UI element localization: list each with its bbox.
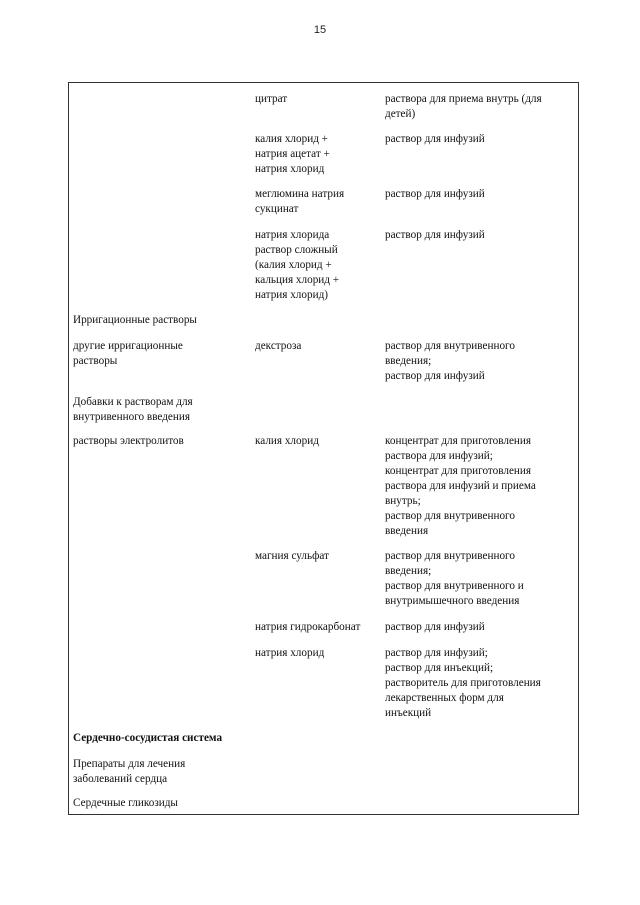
- dosage-form-cell: раствор для инфузий: [385, 133, 485, 145]
- substance-cell: магния сульфат: [255, 550, 329, 562]
- category-cell: Сердечные гликозиды: [73, 797, 178, 809]
- dosage-form-cell: концентрат для приготовления раствора для инфузий; концентрат для приготовления раствора для инфузий и приема внутрь; раствор для внутривенного введения: [385, 435, 536, 537]
- category-cell: другие ирригационные растворы: [73, 340, 183, 367]
- category-cell: Препараты для лечения заболеваний сердца: [73, 758, 186, 785]
- dosage-form-cell: раствор для инфузий: [385, 229, 485, 241]
- dosage-form-cell: раствор для инфузий; раствор для инъекций; растворитель для приготовления лекарственных форм для инъекций: [385, 647, 541, 719]
- category-cell: Сердечно-сосудистая система: [73, 732, 223, 744]
- category-cell: Добавки к растворам для внутривенного введения: [73, 396, 193, 423]
- dosage-form-cell: раствора для приема внутрь (для детей): [385, 93, 542, 120]
- dosage-form-cell: раствор для внутривенного введения; раствор для инфузий: [385, 340, 515, 382]
- substance-cell: меглюмина натрия сукцинат: [255, 188, 345, 215]
- substance-cell: натрия гидрокарбонат: [255, 621, 361, 633]
- dosage-form-cell: раствор для внутривенного введения; раствор для внутривенного и внутримышечного введения: [385, 550, 524, 607]
- page-number: 15: [313, 24, 327, 36]
- substance-cell: натрия хлорид: [255, 647, 325, 659]
- substance-cell: калия хлорид + натрия ацетат + натрия хлорид: [255, 133, 330, 175]
- substance-cell: калия хлорид: [255, 435, 319, 447]
- substance-cell: натрия хлорида раствор сложный (калия хлорид + кальция хлорид + натрия хлорид): [255, 229, 340, 301]
- substance-cell: декстроза: [255, 340, 302, 352]
- dosage-form-cell: раствор для инфузий: [385, 621, 485, 633]
- dosage-form-cell: раствор для инфузий: [385, 188, 485, 200]
- substance-cell: цитрат: [255, 93, 288, 105]
- category-cell: растворы электролитов: [73, 435, 184, 447]
- category-cell: Ирригационные растворы: [73, 314, 197, 326]
